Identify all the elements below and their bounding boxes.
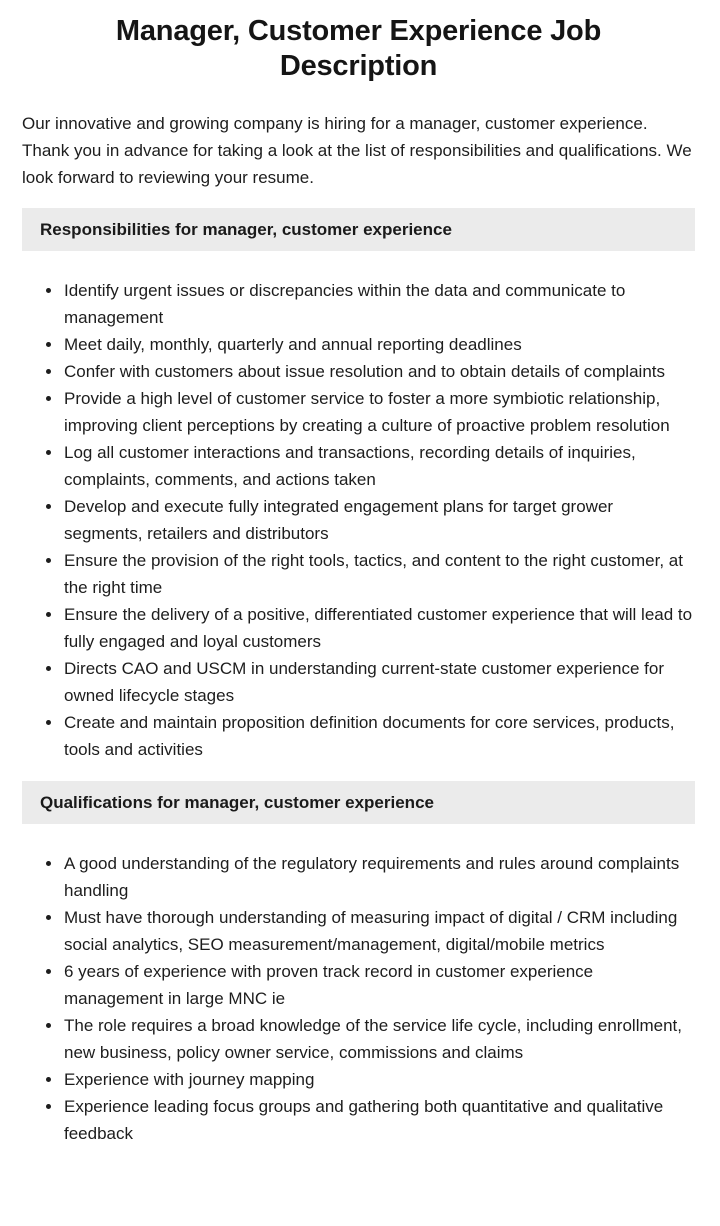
list-item: • Log all customer interactions and transactions, recording details of inquiries, complaints, comments, and actions taken bbox=[63, 439, 695, 493]
qualifications-section bbox=[22, 781, 695, 1147]
list-item: • Provide a high level of customer service to foster a more symbiotic relationship, improving client perceptions by creating a culture of proactive problem resolution bbox=[63, 385, 695, 439]
list-item: • Confer with customers about issue resolution and to obtain details of complaints bbox=[63, 358, 695, 385]
list-item: • The role requires a broad knowledge of the service life cycle, including enrollment, new business, policy owner service, commissions and claims bbox=[63, 1012, 695, 1066]
responsibilities-section bbox=[22, 208, 695, 763]
list-item: • Develop and execute fully integrated engagement plans for target grower segments, retailers and distributors bbox=[63, 493, 695, 547]
qualifications-list bbox=[22, 850, 695, 1147]
list-item: • Create and maintain proposition definition documents for core services, products, tools and activities bbox=[63, 709, 695, 763]
qualifications-heading: Qualifications for manager, customer experience bbox=[40, 793, 434, 812]
list-item: • Ensure the delivery of a positive, differentiated customer experience that will lead to fully engaged and loyal customers bbox=[63, 601, 695, 655]
page-title: Manager, Customer Experience Job Description bbox=[115, 15, 602, 82]
list-item: • 6 years of experience with proven track record in customer experience management in large MNC ie bbox=[63, 958, 695, 1012]
list-item: • Directs CAO and USCM in understanding current-state customer experience for owned lifecycle stages bbox=[63, 655, 695, 709]
list-item: • Ensure the provision of the right tools, tactics, and content to the right customer, at the right time bbox=[63, 547, 695, 601]
list-item: • Identify urgent issues or discrepancies within the data and communicate to management bbox=[63, 277, 695, 331]
responsibilities-list bbox=[22, 277, 695, 763]
list-item: • Meet daily, monthly, quarterly and annual reporting deadlines bbox=[63, 331, 695, 358]
list-item: • A good understanding of the regulatory requirements and rules around complaints handling bbox=[63, 850, 695, 904]
responsibilities-header-bar bbox=[22, 208, 695, 251]
responsibilities-heading: Responsibilities for manager, customer experience bbox=[40, 220, 452, 239]
list-item: • Experience with journey mapping bbox=[63, 1066, 695, 1093]
list-item: • Experience leading focus groups and gathering both quantitative and qualitative feedback bbox=[63, 1093, 695, 1147]
intro-paragraph: Our innovative and growing company is hiring for a manager, customer experience. Thank you in advance for taking a look at the list of responsibilities and qualifications. We look forward to reviewing your resume. bbox=[22, 114, 692, 187]
qualifications-header-bar bbox=[22, 781, 695, 824]
list-item: • Must have thorough understanding of measuring impact of digital / CRM including social analytics, SEO measurement/management, digital/mobile metrics bbox=[63, 904, 695, 958]
